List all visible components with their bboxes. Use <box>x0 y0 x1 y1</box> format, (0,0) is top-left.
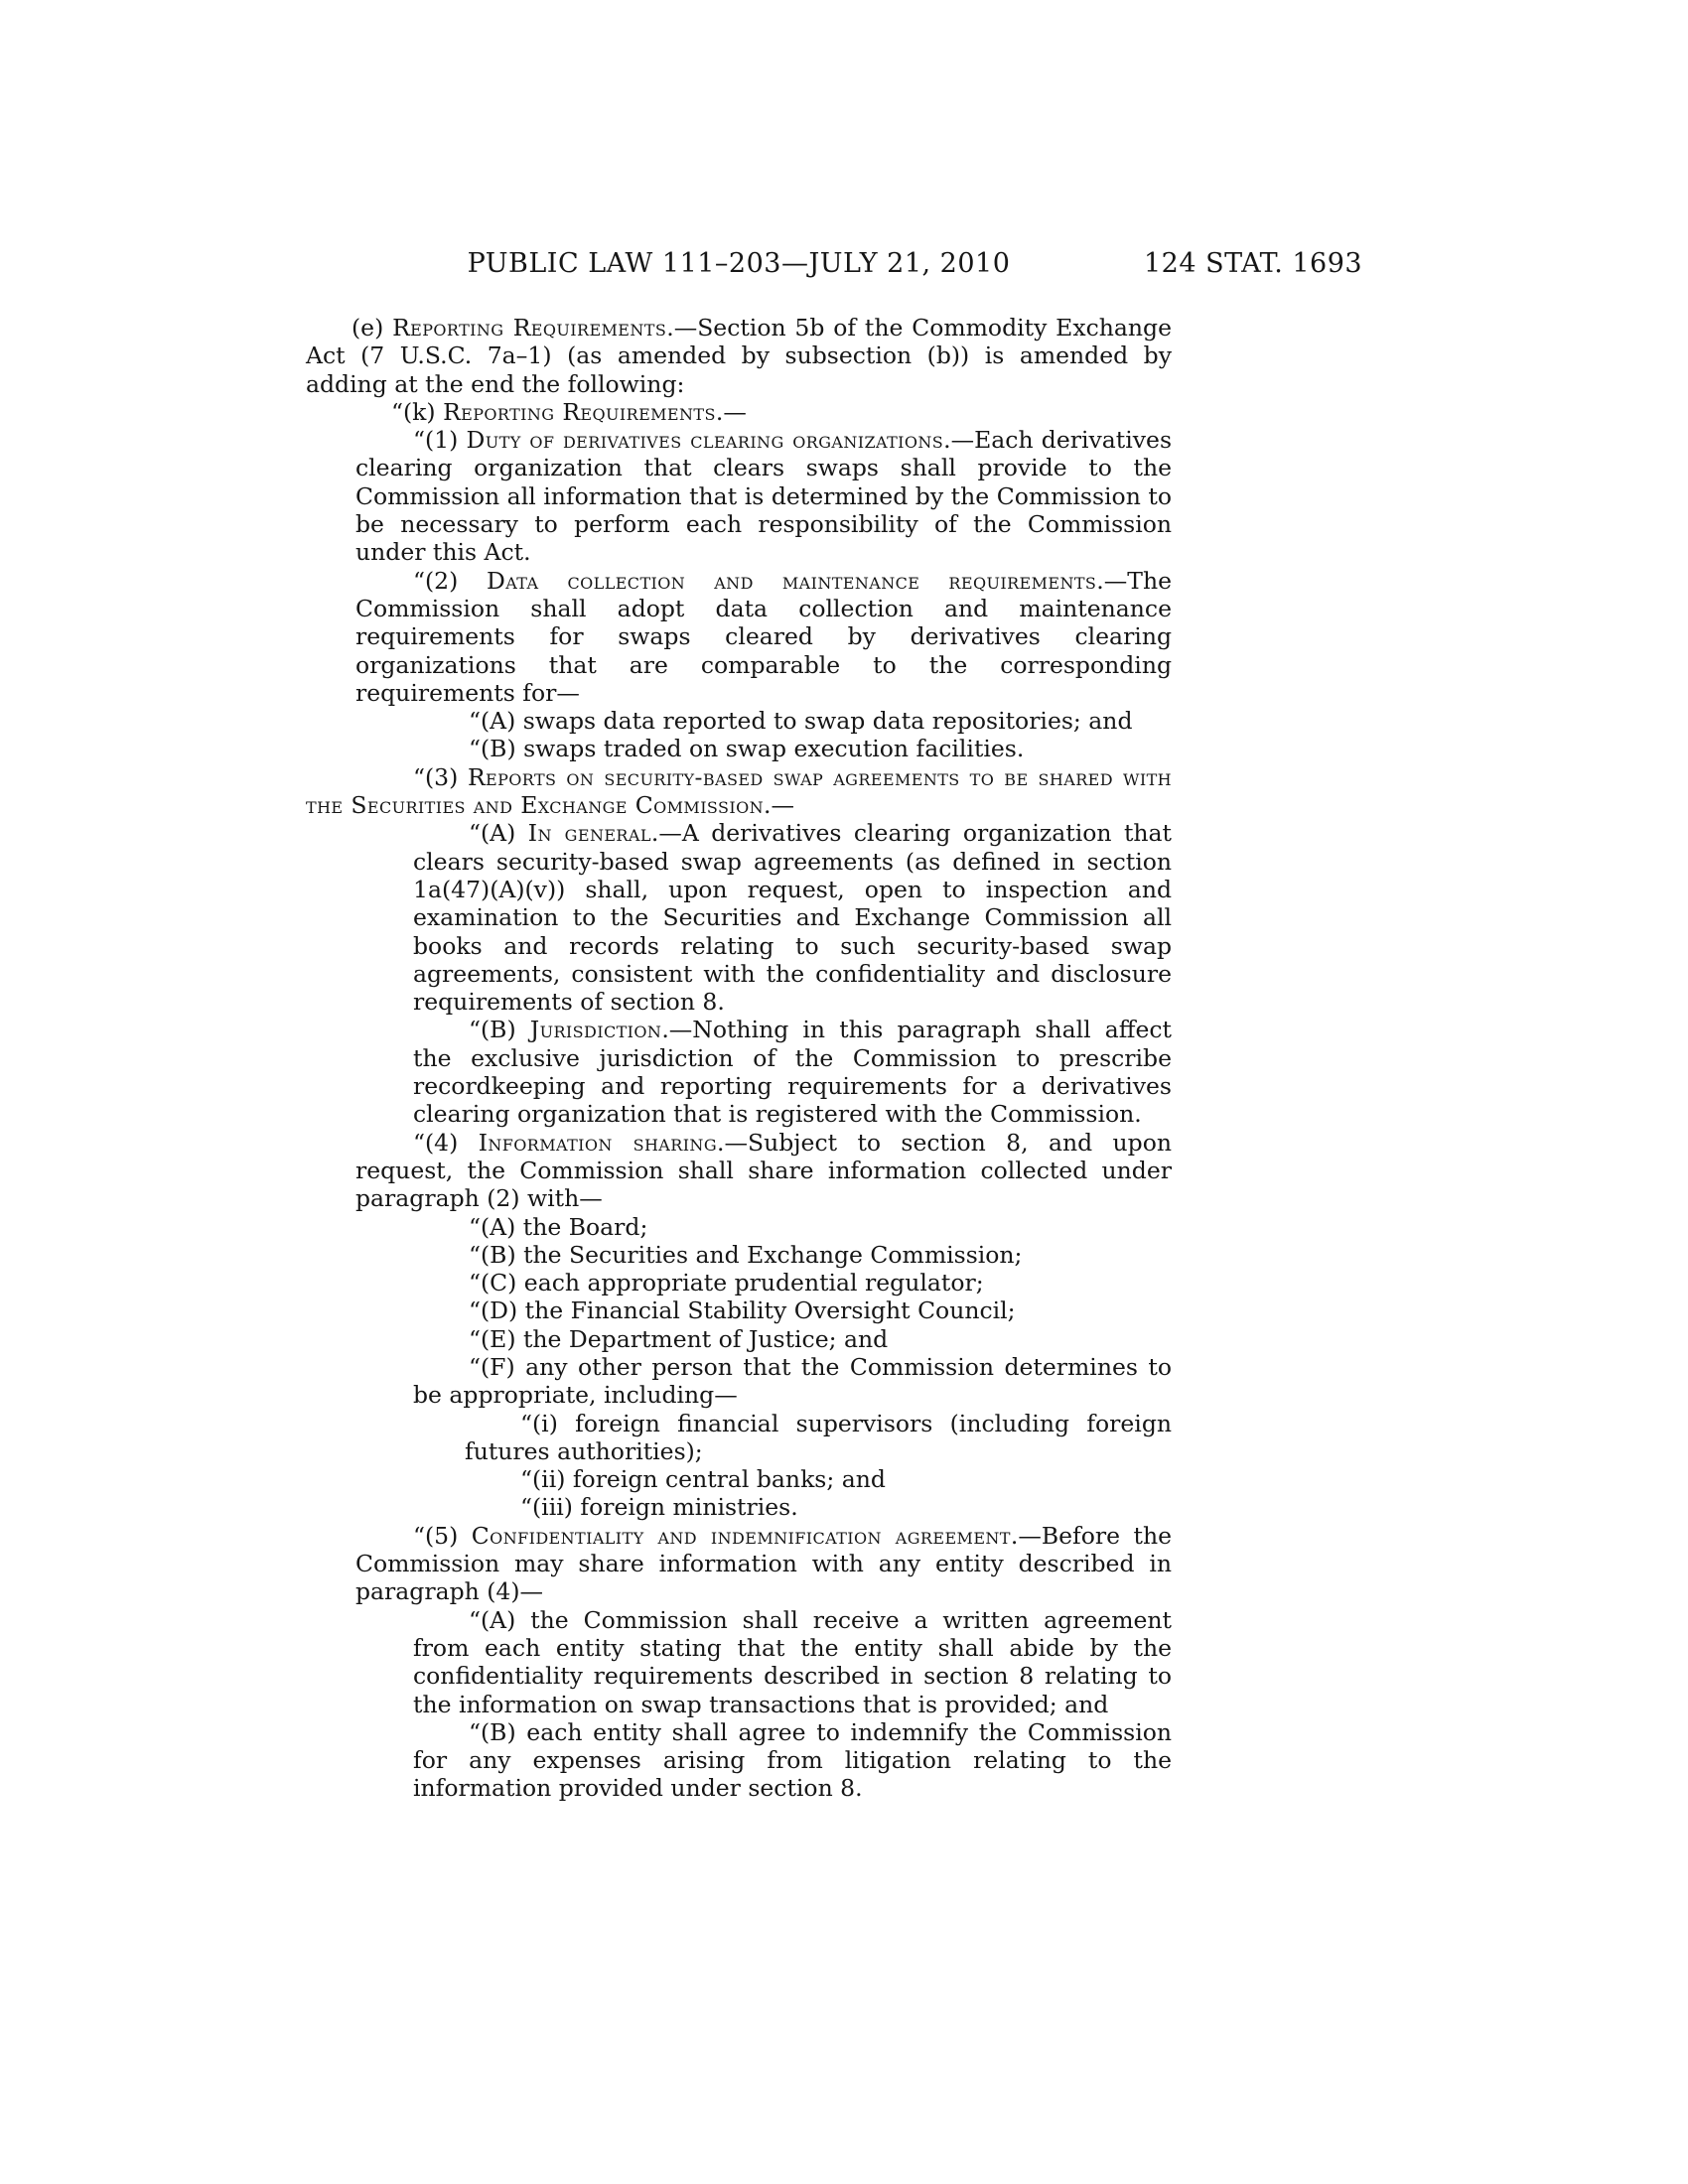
statute-paragraph <box>465 1410 1172 1466</box>
body-text: “(B) swaps traded on swap execution facilities. <box>469 735 1025 763</box>
statute-paragraph <box>413 707 1172 735</box>
heading-smallcaps-text: Information sharing <box>478 1128 718 1157</box>
body-text: “(k) <box>391 397 444 426</box>
statute-paragraph <box>413 819 1172 1016</box>
body-text: .—The Commission shall adopt data collection and maintenance requirements for swaps cleared by derivatives clearing organizations that are comparable to the corresponding requirements for— <box>355 566 1172 707</box>
statute-paragraph <box>355 1522 1172 1606</box>
statute-paragraph <box>355 426 1172 566</box>
body-text: “(5) <box>413 1521 472 1550</box>
heading-smallcaps-text: Reports on security-based swap agreements to be shared with the Securities and Exchange Commission <box>306 762 1172 820</box>
body-text: .—Before the Commission may share information with any entity described in paragraph (4)— <box>355 1521 1172 1606</box>
statute-paragraph <box>306 314 1172 398</box>
statute-paragraph <box>355 1129 1172 1213</box>
body-text: “(3) <box>413 762 468 791</box>
heading-smallcaps-text: Reporting Requirements <box>443 397 716 426</box>
statute-paragraph <box>413 1325 1172 1353</box>
statute-paragraph <box>413 1016 1172 1128</box>
document-body <box>306 314 1172 1803</box>
body-text: .—Nothing in this paragraph shall affect the exclusive jurisdiction of the Commission to prescribe recordkeeping and reporting requirements for a derivatives clearing organization that is registered with the Commission. <box>413 1016 1172 1129</box>
heading-smallcaps-text: Jurisdiction <box>529 1016 662 1044</box>
body-text: .— <box>764 791 794 820</box>
body-text: “(A) swaps data reported to swap data repositories; and <box>469 707 1133 736</box>
statute-paragraph <box>413 1297 1172 1324</box>
statute-paragraph <box>413 1241 1172 1269</box>
statute-paragraph <box>413 1213 1172 1241</box>
body-text: “(A) the Board; <box>469 1212 648 1241</box>
body-text: “(A) <box>469 819 528 848</box>
body-text: .—A derivatives clearing organization that clears security-based swap agreements (as defined in section 1a(47)(A)(v)) shall, upon request, open to inspection and examination to the Securities and Exchange Commission all books and records relating to such security-based swap agreements, consistent with the confidentiality and disclosure requirements of section 8. <box>413 819 1172 1017</box>
heading-smallcaps-text: Data collection and maintenance requirements <box>486 566 1097 595</box>
body-text: “(i) foreign financial supervisors (including foreign futures authorities); <box>465 1409 1172 1465</box>
statute-paragraph <box>413 1606 1172 1718</box>
statute-paragraph <box>413 1269 1172 1297</box>
heading-smallcaps-text: In general <box>527 819 651 848</box>
body-text: (e) <box>352 314 393 341</box>
statute-paragraph <box>306 763 1172 820</box>
statute-paragraph <box>413 1718 1172 1803</box>
heading-smallcaps-text: Confidentiality and indemnification agreement <box>471 1521 1011 1550</box>
statute-paragraph <box>413 1353 1172 1410</box>
statute-paragraph <box>465 1465 1172 1493</box>
running-head-law-title: PUBLIC LAW 111–203—JULY 21, 2010 <box>467 248 1011 279</box>
body-text: .—Section 5b of the Commodity Exchange Act (7 U.S.C. 7a–1) (as amended by subsection (b)) is amended by adding at the end the following: <box>306 314 1172 398</box>
body-text: “(B) <box>469 1016 530 1044</box>
statute-paragraph <box>306 398 1172 426</box>
body-text: “(iii) foreign ministries. <box>520 1493 798 1522</box>
body-text: “(F) any other person that the Commission determines to be appropriate, including— <box>413 1352 1172 1410</box>
body-text: “(B) the Securities and Exchange Commission; <box>469 1240 1023 1269</box>
body-text: “(A) the Commission shall receive a written agreement from each entity stating that the entity shall abide by the confidentiality requirements described in section 8 relating to the information on swap transactions that is provided; and <box>413 1605 1172 1718</box>
body-text: “(B) each entity shall agree to indemnify the Commission for any expenses arising from litigation relating to the information provided under section 8. <box>413 1717 1172 1803</box>
stat-page-citation: 124 STAT. 1693 <box>1144 248 1363 279</box>
body-text: “(4) <box>413 1128 479 1157</box>
body-text: .— <box>715 397 747 426</box>
statute-paragraph <box>465 1493 1172 1521</box>
statute-paragraph <box>413 735 1172 762</box>
body-text: .—Each derivatives clearing organization that clears swaps shall provide to the Commission all information that is determined by the Commission to be necessary to perform each responsibility of the Commission under this Act. <box>355 426 1172 567</box>
body-text: “(1) <box>413 426 467 455</box>
heading-smallcaps-text: Reporting Requirements <box>392 314 667 341</box>
body-text: “(ii) foreign central banks; and <box>520 1465 886 1494</box>
statute-paragraph <box>355 567 1172 707</box>
body-text: “(E) the Department of Justice; and <box>469 1324 889 1353</box>
heading-smallcaps-text: Duty of derivatives clearing organizations <box>466 426 944 455</box>
body-text: .—Subject to section 8, and upon request, the Commission shall share information collected under paragraph (2) with— <box>355 1128 1172 1213</box>
body-text: “(D) the Financial Stability Oversight Council; <box>469 1297 1016 1325</box>
body-text: “(2) <box>413 566 487 595</box>
body-text: “(C) each appropriate prudential regulator; <box>469 1269 984 1297</box>
